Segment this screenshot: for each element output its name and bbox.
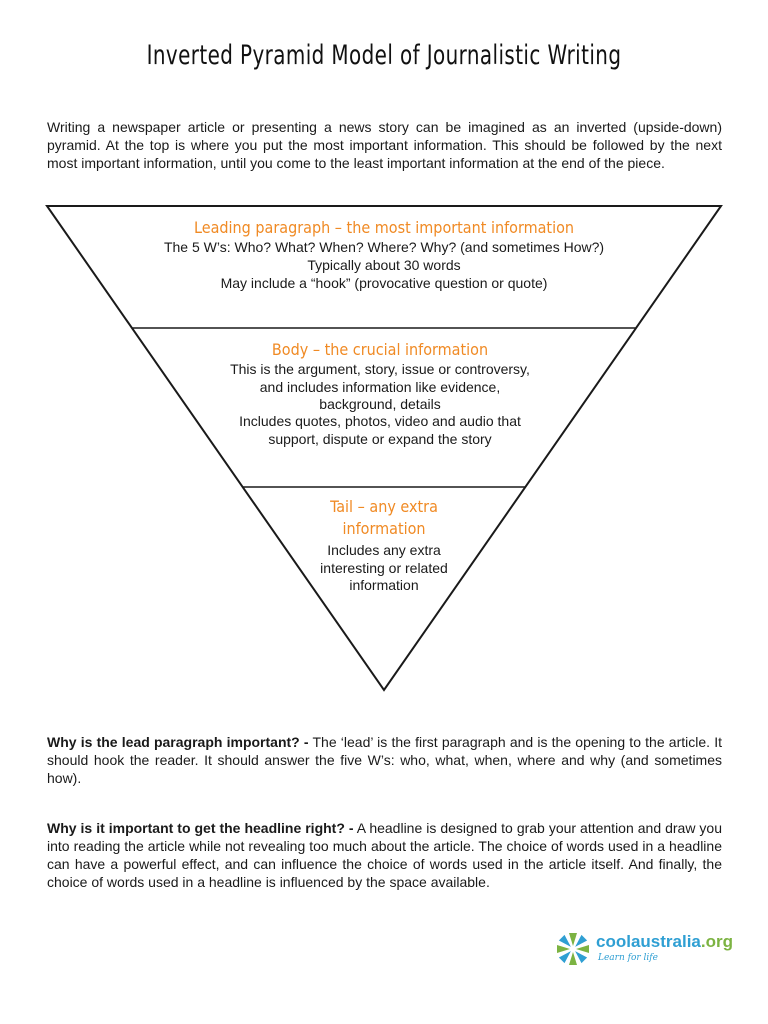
pinwheel-logo-icon — [554, 930, 592, 968]
pyramid-section-lead — [164, 218, 604, 291]
body-section-title: Body – the crucial information — [271, 340, 489, 359]
body-section-line: and includes information like evidence, — [259, 379, 501, 395]
coolaustralia-logo — [554, 930, 734, 970]
tail-section-title: information — [342, 519, 426, 538]
lead-section-line: The 5 W’s: Who? What? When? Where? Why? (and sometimes How?) — [163, 239, 605, 255]
body-section-line: Includes quotes, photos, video and audio that — [239, 413, 521, 429]
pyramid-section-body — [230, 340, 530, 447]
headline-qa — [47, 819, 722, 891]
qa-answer: The ‘lead’ is the first paragraph and is the opening to the article. It should hook the reader. It should answer the five W’s: who, what, when, where and why (and sometimes how). — [47, 734, 722, 786]
logo-tagline: Learn for life — [598, 953, 658, 963]
body-section-line: background, details — [319, 396, 441, 412]
logo-tld: .org — [700, 932, 733, 951]
qa-question: Why is it important to get the headline right? - — [47, 820, 354, 836]
lead-section-title: Leading paragraph – the most important information — [193, 218, 575, 237]
body-section-line: support, dispute or expand the story — [268, 431, 492, 447]
qa-question: Why is the lead paragraph important? - — [47, 734, 309, 750]
tail-section-line: Includes any extra — [327, 542, 441, 558]
lead-section-line: Typically about 30 words — [307, 257, 461, 273]
lead-section-line: May include a “hook” (provocative question or quote) — [220, 275, 548, 291]
lead-paragraph-qa — [47, 733, 722, 787]
pyramid-section-tail — [320, 497, 448, 593]
qa-answer: A headline is designed to grab your attention and draw you into reading the article while not revealing too much about the article. The choice of words used in a headline can have a powerful effect, and can influence the choice of words used in the article itself. And finally, the choice of words used in a headline is influenced by the space available. — [47, 820, 722, 890]
tail-section-line: interesting or related — [320, 560, 448, 576]
tail-section-line: information — [349, 577, 419, 593]
intro-paragraph: Writing a newspaper article or presenting a news story can be imagined as an inverted (upside-down) pyramid. At the top is where you put the most important information. This should be followed by the next most important information, until you come to the least important information at the end of the piece. — [47, 119, 722, 171]
pyramid-outline — [47, 206, 721, 690]
tail-section-title: Tail – any extra — [330, 497, 438, 516]
page-title: Inverted Pyramid Model of Journalistic Writing — [146, 40, 622, 71]
logo-wordmark — [596, 932, 733, 952]
logo-brand: coolaustralia — [596, 932, 701, 951]
body-section-line: This is the argument, story, issue or controversy, — [230, 361, 530, 377]
